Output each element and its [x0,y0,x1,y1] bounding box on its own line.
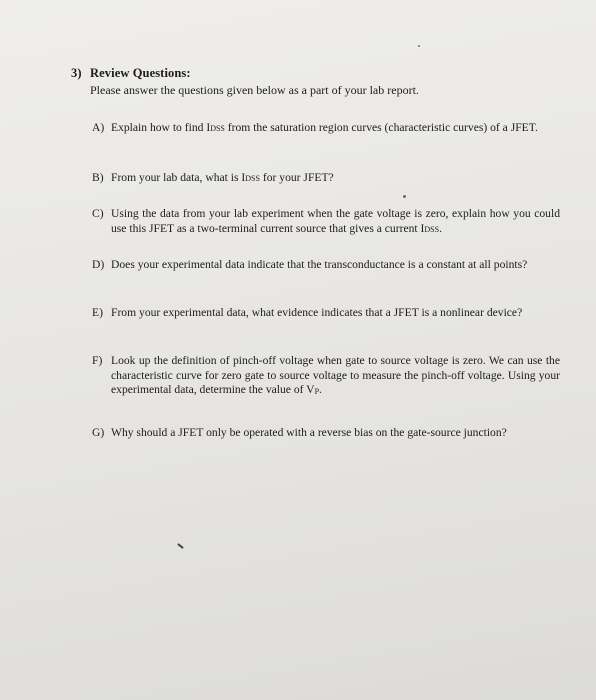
question-text: Using the data from your lab experiment when the gate voltage is zero, explain how you could use this JFET as a two-terminal current source that gives a current IDSS. [111,207,560,235]
question-text: From your experimental data, what evidence indicates that a JFET is a nonlinear device? [111,306,523,319]
question-text: Explain how to find IDSS from the saturation region curves (characteristic curves) of a JFET. [111,121,538,134]
question-text: Why should a JFET only be operated with a reverse bias on the gate-source junction? [111,426,507,439]
question-d [92,258,560,273]
section-title: Review Questions: [90,66,191,80]
question-letter: C) [92,207,104,220]
section-intro: Please answer the questions given below as a part of your lab report. [90,83,419,97]
question-f [92,354,560,400]
question-letter: A) [92,121,105,134]
question-c [92,207,560,237]
question-a [92,121,560,137]
section-heading [71,66,191,81]
question-letter: F) [92,354,103,367]
question-e [92,306,560,321]
speck-mark [403,195,406,198]
question-text: From your lab data, what is IDSS for your JFET? [111,171,334,184]
question-letter: G) [92,426,105,439]
pen-mark [177,543,184,549]
question-letter: D) [92,258,105,271]
question-text: Look up the definition of pinch-off voltage when gate to source voltage is zero. We can use the characteristic curve for zero gate to source voltage to measure the pinch-off voltage. Using your experimental data, determine the value of VP. [111,354,560,396]
question-g [92,426,560,441]
section-number: 3) [71,66,82,80]
question-letter: B) [92,171,104,184]
question-text: Does your experimental data indicate that the transconductance is a constant at all points? [111,258,528,271]
question-letter: E) [92,306,103,319]
speck-mark [418,45,420,47]
question-b [92,171,560,187]
